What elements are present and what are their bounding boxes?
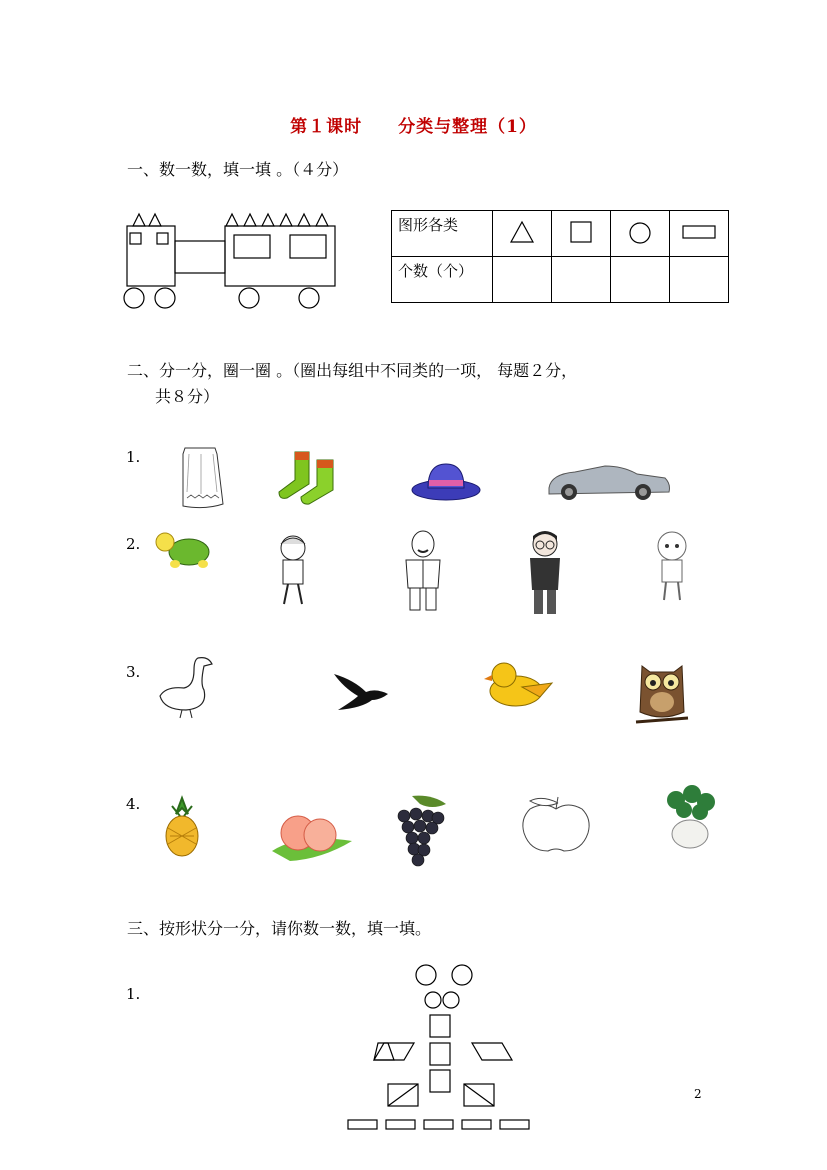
group-number: 3.: [126, 663, 141, 681]
boy-icon[interactable]: [268, 530, 318, 610]
turtle-icon[interactable]: [155, 526, 215, 570]
radish-icon[interactable]: [660, 786, 720, 852]
goose-icon[interactable]: [158, 650, 214, 720]
train-shapes-figure: [120, 208, 345, 316]
rectangle-icon: [681, 223, 717, 241]
connector-rect: [175, 241, 225, 273]
bald-boy-icon[interactable]: [650, 528, 694, 604]
window-square: [130, 233, 141, 244]
window-square: [157, 233, 168, 244]
man-icon[interactable]: [398, 528, 448, 614]
section1-heading: 一、数一数，填一填 。（４分）: [127, 160, 349, 179]
problem-number: 1.: [126, 985, 141, 1003]
hat-icon[interactable]: [410, 458, 482, 504]
detective-icon[interactable]: [522, 528, 568, 620]
owl-icon[interactable]: [634, 658, 690, 726]
square-icon: [569, 220, 593, 244]
row-label-shape-types: 图形各类: [392, 211, 493, 257]
shape-count-table: [391, 210, 729, 303]
row-label-count: 个数（个）: [392, 257, 493, 303]
col-circle: [611, 211, 670, 257]
answer-cell-circle[interactable]: [611, 257, 670, 303]
pineapple-icon[interactable]: [160, 796, 204, 858]
grapes-icon[interactable]: [392, 794, 450, 870]
triangle-shape: [149, 214, 161, 226]
page-title: 第１课时 分类与整理（1）: [290, 117, 537, 137]
answer-cell-square[interactable]: [552, 257, 611, 303]
section3-heading: 三、按形状分一分，请你数一数，填一填。: [127, 919, 432, 938]
socks-icon[interactable]: [275, 450, 339, 505]
col-triangle: [493, 211, 552, 257]
group-number: 4.: [126, 795, 141, 813]
section2-heading-line1: 二、分一分，圈一圈 。（圈出每组中不同类的一项， 每题２分，: [127, 361, 578, 380]
swallow-icon[interactable]: [332, 668, 394, 712]
peach-icon[interactable]: [270, 803, 354, 865]
page-number: 2: [694, 1087, 702, 1101]
car-icon[interactable]: [545, 460, 673, 502]
section2-heading-line2: 共８分）: [155, 387, 220, 406]
col-square: [552, 211, 611, 257]
shape-robot-figure: [340, 960, 540, 1132]
answer-cell-triangle[interactable]: [493, 257, 552, 303]
triangle-icon: [509, 220, 535, 244]
yellow-bird-icon[interactable]: [482, 655, 556, 721]
group-number: 2.: [126, 535, 141, 553]
skirt-icon[interactable]: [175, 444, 230, 514]
triangle-shape: [133, 214, 145, 226]
circle-icon: [628, 220, 652, 244]
answer-cell-rectangle[interactable]: [670, 257, 729, 303]
col-rectangle: [670, 211, 729, 257]
apple-icon[interactable]: [518, 795, 594, 855]
group-number: 1.: [126, 448, 141, 466]
